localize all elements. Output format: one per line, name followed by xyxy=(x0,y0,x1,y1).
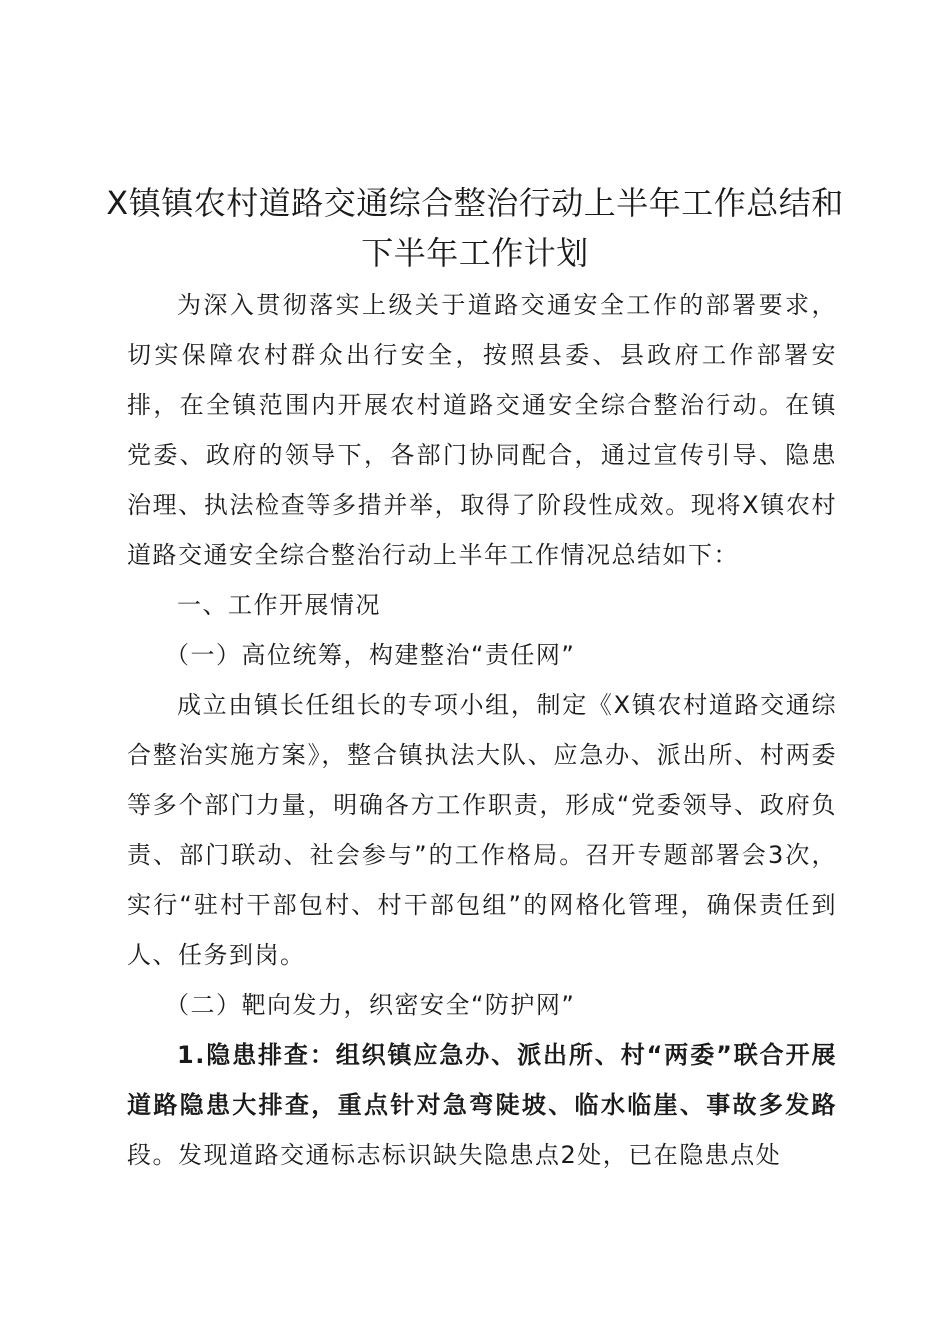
document-title: X镇镇农村道路交通综合整治行动上半年工作总结和下半年工作计划 xyxy=(106,184,844,272)
section-heading-1: 一、工作开展情况 xyxy=(177,591,381,619)
document-body xyxy=(127,280,837,1180)
subsection-heading-2: （二）靶向发力，织密安全“防护网” xyxy=(165,991,576,1019)
bold-lead-text: 1.隐患排查：组织镇应急办、派出所、村“两委”联合开展道路隐患大排查，重点针对急弯陡坡、临水临崖、事故多发路 xyxy=(127,1041,837,1119)
subsection-heading-1: （一）高位统筹，构建整治“责任网” xyxy=(165,641,576,669)
normal-trailing-text: 段。发现道路交通标志标识缺失隐患点2处，已在隐患点处 xyxy=(127,1141,782,1169)
body-paragraph-1: 成立由镇长任组长的专项小组，制定《X镇农村道路交通综合整治实施方案》，整合镇执法大队、应急办、派出所、村两委等多个部门力量，明确各方工作职责，形成“党委领导、政府负责、部门联动、社会参与”的工作格局。召开专题部署会3次，实行“驻村干部包村、村干部包组”的网格化管理，确保责任到人、任务到岗。 xyxy=(127,691,837,969)
intro-paragraph: 为深入贯彻落实上级关于道路交通安全工作的部署要求，切实保障农村群众出行安全，按照县委、县政府工作部署安排，在全镇范围内开展农村道路交通安全综合整治行动。在镇党委、政府的领导下，各部门协同配合，通过宣传引导、隐患治理、执法检查等多措并举，取得了阶段性成效。现将X镇农村道路交通安全综合整治行动上半年工作情况总结如下： xyxy=(127,291,837,569)
body-paragraph-2 xyxy=(127,1030,837,1180)
